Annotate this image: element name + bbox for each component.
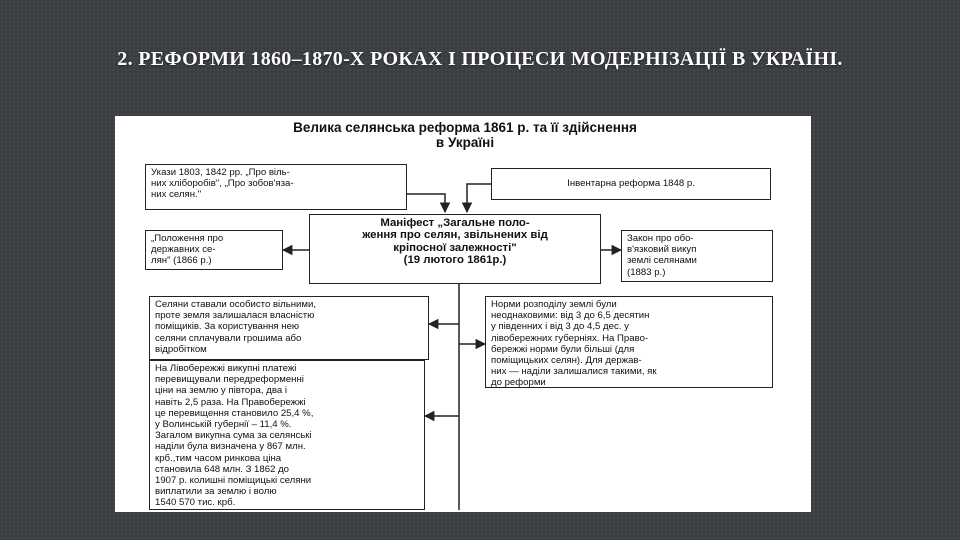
diagram-title: Велика селянська реформа 1861 р. та її здійснення в Україні — [293, 120, 637, 150]
decrees-box — [145, 164, 407, 210]
decrees-text: Укази 1803, 1842 рр. „Про віль- них хліборобів", „Про зобов'яза- них селян." — [151, 167, 294, 201]
land-norms-text: Норми розподілу землі були неоднаковими: від 3 до 6,5 десятин у південних і від 3 до 4,5 дес. у лівобережних губерніях. На Право- бережжі норми були більші (для поміщицьких селян). Для держав- них — наділи залишалися такими, як до реформи — [491, 299, 657, 389]
arrow-decrees-to-manifesto — [407, 194, 445, 212]
law-1883-box — [621, 230, 773, 282]
arrow-inventory-to-manifesto — [467, 184, 491, 212]
payments-text: На Лівобережжі викупні платежі перевищували передреформенні ціни на землю у півтора, два і навіть 2,5 раза. На Правобережжі це перевищення становило 25,4 %, у Волинській губернії – 11,4 %. Загалом викупна сума за селянські наділи була визначена у 867 млн. крб.,тим часом ринкова ціна становила 648 млн. З 1862 до 1907 р. колишні поміщицькі селяни виплатили за землю і волю 1540 570 тис. крб. — [155, 363, 314, 509]
polozhennya-1866-text: „Положення про державних се- лян" (1866 р.) — [151, 233, 224, 267]
free-but-land-text: Селяни ставали особисто вільними, проте земля залишалася власністю поміщиків. За користування нею селяни сплачували грошима або відробітком — [155, 299, 317, 355]
manifesto-text: Маніфест „Загальне поло- ження про селян, звільнених від кріпосної залежності" (19 лютого 1861р.) — [362, 217, 548, 267]
reform-diagram — [115, 116, 811, 512]
inventory-reform-text: Інвентарна реформа 1848 р. — [567, 178, 695, 190]
slide-title: 2. РЕФОРМИ 1860–1870-Х РОКАХ І ПРОЦЕСИ МОДЕРНІЗАЦІЇ В УКРАЇНІ. — [117, 48, 843, 70]
inventory-reform-box — [491, 168, 771, 200]
land-norms-box — [485, 296, 773, 388]
payments-box — [149, 360, 425, 510]
polozhennya-1866-box — [145, 230, 283, 270]
law-1883-text: Закон про обо- в'язковий викуп землі селянами (1883 р.) — [627, 233, 697, 278]
free-but-land-box — [149, 296, 429, 360]
manifesto-box — [309, 214, 601, 284]
